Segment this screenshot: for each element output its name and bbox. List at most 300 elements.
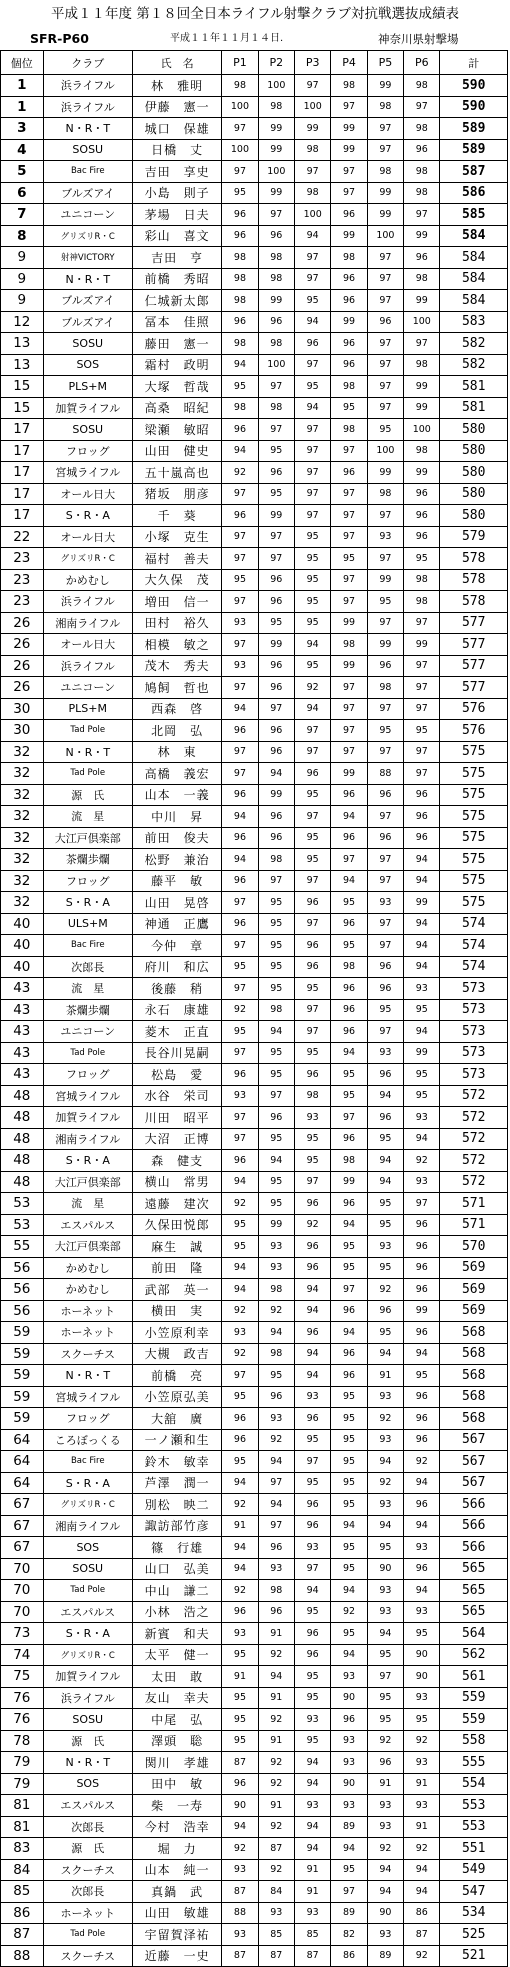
p2-cell: 96 — [258, 827, 294, 849]
p4-cell: 97 — [331, 182, 367, 204]
p6-cell: 92 — [404, 1730, 440, 1752]
p1-cell: 92 — [222, 1580, 258, 1602]
p4-cell: 99 — [331, 225, 367, 247]
p2-cell: 97 — [258, 376, 294, 398]
total-cell: 573 — [440, 978, 508, 1000]
p4-cell: 97 — [331, 698, 367, 720]
p5-cell: 94 — [367, 1623, 403, 1645]
table-row — [1, 1193, 508, 1215]
p4-cell: 93 — [331, 1795, 367, 1817]
total-cell: 584 — [440, 225, 508, 247]
club-cell: SOS — [43, 1773, 132, 1795]
total-cell: 570 — [440, 1236, 508, 1258]
p6-cell: 98 — [404, 354, 440, 376]
p3-cell: 94 — [295, 1279, 331, 1301]
total-cell: 575 — [440, 870, 508, 892]
table-row — [1, 1021, 508, 1043]
name-cell: 大沼 正博 — [132, 1128, 221, 1150]
p2-cell: 96 — [258, 1537, 294, 1559]
p4-cell: 89 — [331, 1816, 367, 1838]
p1-cell: 97 — [222, 763, 258, 785]
p4-cell: 96 — [331, 1193, 367, 1215]
p3-cell: 94 — [295, 698, 331, 720]
p6-cell: 92 — [404, 1150, 440, 1172]
table-row — [1, 483, 508, 505]
total-cell: 589 — [440, 118, 508, 140]
p5-cell: 92 — [367, 1408, 403, 1430]
p1-cell: 97 — [222, 892, 258, 914]
p3-cell: 98 — [295, 182, 331, 204]
p1-cell: 97 — [222, 548, 258, 570]
table-row — [1, 1386, 508, 1408]
p5-cell: 96 — [367, 1752, 403, 1774]
table-row — [1, 1838, 508, 1860]
p3-cell: 96 — [295, 1322, 331, 1344]
name-cell: 前橋 亮 — [132, 1365, 221, 1387]
p6-cell: 94 — [404, 913, 440, 935]
total-cell: 565 — [440, 1580, 508, 1602]
club-cell: 湘南ライフル — [43, 1128, 132, 1150]
p4-cell: 93 — [331, 1730, 367, 1752]
club-cell: 宮城ライフル — [43, 1386, 132, 1408]
name-cell: 新賓 和夫 — [132, 1623, 221, 1645]
p5-cell: 92 — [367, 1730, 403, 1752]
p2-cell: 96 — [258, 677, 294, 699]
p6-cell: 100 — [404, 419, 440, 441]
p4-cell: 96 — [331, 268, 367, 290]
p2-cell: 95 — [258, 1128, 294, 1150]
p1-cell: 92 — [222, 999, 258, 1021]
p4-cell: 95 — [331, 1558, 367, 1580]
p4-cell: 96 — [331, 354, 367, 376]
p3-cell: 95 — [295, 548, 331, 570]
name-cell: 松野 兼治 — [132, 849, 221, 871]
rank-cell: 48 — [1, 1085, 44, 1107]
p6-cell: 96 — [404, 1494, 440, 1516]
total-cell: 553 — [440, 1795, 508, 1817]
total-cell: 584 — [440, 290, 508, 312]
p4-cell: 95 — [331, 1472, 367, 1494]
p5-cell: 96 — [367, 956, 403, 978]
rank-cell: 17 — [1, 505, 44, 527]
p5-cell: 97 — [367, 548, 403, 570]
p3-cell: 97 — [295, 870, 331, 892]
p5-cell: 97 — [367, 1666, 403, 1688]
p6-cell: 91 — [404, 1773, 440, 1795]
p3-cell: 94 — [295, 1816, 331, 1838]
rank-cell: 26 — [1, 677, 44, 699]
p1-cell: 95 — [222, 376, 258, 398]
p4-cell: 94 — [331, 1838, 367, 1860]
p3-cell: 93 — [295, 1795, 331, 1817]
p4-cell: 95 — [331, 1494, 367, 1516]
p6-cell: 96 — [404, 139, 440, 161]
club-cell: スクーチス — [43, 1945, 132, 1967]
name-cell: 増田 信一 — [132, 591, 221, 613]
name-cell: 大舘 廣 — [132, 1408, 221, 1430]
p6-cell: 94 — [404, 1859, 440, 1881]
name-cell: 山田 晃啓 — [132, 892, 221, 914]
p1-cell: 93 — [222, 1924, 258, 1946]
club-cell: 茶爛歩爛 — [43, 849, 132, 871]
p2-cell: 93 — [258, 1257, 294, 1279]
p1-cell: 93 — [222, 1859, 258, 1881]
rank-cell: 43 — [1, 999, 44, 1021]
table-row — [1, 1236, 508, 1258]
p6-cell: 97 — [404, 655, 440, 677]
p1-cell: 95 — [222, 1236, 258, 1258]
total-cell: 571 — [440, 1214, 508, 1236]
p5-cell: 90 — [367, 1558, 403, 1580]
p6-cell: 97 — [404, 698, 440, 720]
p4-cell: 99 — [331, 1171, 367, 1193]
rank-cell: 32 — [1, 870, 44, 892]
p5-cell: 93 — [367, 1816, 403, 1838]
p5-cell: 91 — [367, 1365, 403, 1387]
p1-cell: 96 — [222, 1150, 258, 1172]
table-row — [1, 1580, 508, 1602]
p3-cell: 95 — [295, 1429, 331, 1451]
p3-cell: 97 — [295, 1451, 331, 1473]
p4-cell: 86 — [331, 1945, 367, 1967]
club-cell: 源 氏 — [43, 1730, 132, 1752]
p2-cell: 98 — [258, 849, 294, 871]
rank-cell: 6 — [1, 182, 44, 204]
rank-cell: 9 — [1, 290, 44, 312]
p1-cell: 95 — [222, 182, 258, 204]
p3-cell: 94 — [295, 1343, 331, 1365]
table-row — [1, 655, 508, 677]
p5-cell: 97 — [367, 333, 403, 355]
club-cell: N・R・T — [43, 1752, 132, 1774]
name-cell: 小塚 克生 — [132, 526, 221, 548]
total-cell: 549 — [440, 1859, 508, 1881]
p6-cell: 99 — [404, 634, 440, 656]
table-row — [1, 1795, 508, 1817]
p2-cell: 87 — [258, 1945, 294, 1967]
p6-cell: 94 — [404, 849, 440, 871]
table-row — [1, 784, 508, 806]
rank-cell: 59 — [1, 1386, 44, 1408]
table-row — [1, 311, 508, 333]
name-cell: 神通 正鷹 — [132, 913, 221, 935]
p3-cell: 98 — [295, 139, 331, 161]
p1-cell: 97 — [222, 677, 258, 699]
p6-cell: 92 — [404, 1945, 440, 1967]
rank-cell: 64 — [1, 1451, 44, 1473]
p6-cell: 92 — [404, 1451, 440, 1473]
rank-cell: 48 — [1, 1107, 44, 1129]
p4-cell: 94 — [331, 1644, 367, 1666]
p6-cell: 92 — [404, 1838, 440, 1860]
p6-cell: 95 — [404, 1085, 440, 1107]
table-row — [1, 612, 508, 634]
club-cell: スクーチス — [43, 1859, 132, 1881]
rank-cell: 48 — [1, 1150, 44, 1172]
club-cell: 加賀ライフル — [43, 1107, 132, 1129]
p6-cell: 96 — [404, 1236, 440, 1258]
table-row — [1, 1902, 508, 1924]
p6-cell: 96 — [404, 1386, 440, 1408]
p4-cell: 96 — [331, 978, 367, 1000]
p6-cell: 97 — [404, 741, 440, 763]
p2-cell: 94 — [258, 1494, 294, 1516]
total-cell: 564 — [440, 1623, 508, 1645]
p1-cell: 94 — [222, 354, 258, 376]
total-cell: 577 — [440, 655, 508, 677]
total-cell: 574 — [440, 956, 508, 978]
p1-cell: 97 — [222, 1042, 258, 1064]
table-row — [1, 591, 508, 613]
header-rank: 個位 — [1, 51, 44, 75]
table-row — [1, 96, 508, 118]
name-cell: 府川 和広 — [132, 956, 221, 978]
p3-cell: 96 — [295, 1515, 331, 1537]
rank-cell: 81 — [1, 1795, 44, 1817]
p5-cell: 90 — [367, 1902, 403, 1924]
p5-cell: 95 — [367, 1214, 403, 1236]
rank-cell: 64 — [1, 1472, 44, 1494]
rank-cell: 23 — [1, 569, 44, 591]
p2-cell: 87 — [258, 1838, 294, 1860]
total-cell: 569 — [440, 1257, 508, 1279]
p6-cell: 97 — [404, 333, 440, 355]
p1-cell: 97 — [222, 741, 258, 763]
club-cell: 大江戸倶楽部 — [43, 1171, 132, 1193]
name-cell: 澤頭 聡 — [132, 1730, 221, 1752]
p4-cell: 95 — [331, 548, 367, 570]
p5-cell: 94 — [367, 1085, 403, 1107]
p2-cell: 92 — [258, 1859, 294, 1881]
name-cell: 田村 裕久 — [132, 612, 221, 634]
p3-cell: 94 — [295, 634, 331, 656]
p6-cell: 98 — [404, 268, 440, 290]
club-cell: オール日大 — [43, 634, 132, 656]
club-cell: SOSU — [43, 419, 132, 441]
rank-cell: 40 — [1, 935, 44, 957]
p6-cell: 96 — [404, 806, 440, 828]
total-cell: 577 — [440, 634, 508, 656]
header-name: 氏 名 — [132, 51, 221, 75]
p5-cell: 94 — [367, 1150, 403, 1172]
club-cell: Bac Fire — [43, 161, 132, 183]
name-cell: 永石 康雄 — [132, 999, 221, 1021]
p5-cell: 96 — [367, 655, 403, 677]
p4-cell: 94 — [331, 806, 367, 828]
p1-cell: 96 — [222, 827, 258, 849]
club-cell: ホーネット — [43, 1902, 132, 1924]
rank-cell: 59 — [1, 1365, 44, 1387]
p5-cell: 93 — [367, 1386, 403, 1408]
rank-cell: 78 — [1, 1730, 44, 1752]
p4-cell: 95 — [331, 1064, 367, 1086]
club-cell: N・R・T — [43, 268, 132, 290]
rank-cell: 56 — [1, 1257, 44, 1279]
club-cell: 大江戸倶楽部 — [43, 1236, 132, 1258]
club-cell: ホーネット — [43, 1322, 132, 1344]
rank-cell: 43 — [1, 1064, 44, 1086]
rank-cell: 5 — [1, 161, 44, 183]
p1-cell: 91 — [222, 1666, 258, 1688]
p2-cell: 94 — [258, 1322, 294, 1344]
p2-cell: 100 — [258, 161, 294, 183]
total-cell: 580 — [440, 483, 508, 505]
total-cell: 572 — [440, 1128, 508, 1150]
rank-cell: 79 — [1, 1752, 44, 1774]
p5-cell: 93 — [367, 892, 403, 914]
p6-cell: 97 — [404, 612, 440, 634]
name-cell: 仁城新太郎 — [132, 290, 221, 312]
p1-cell: 97 — [222, 978, 258, 1000]
total-cell: 576 — [440, 720, 508, 742]
total-cell: 581 — [440, 376, 508, 398]
table-row — [1, 1365, 508, 1387]
p6-cell: 97 — [404, 1193, 440, 1215]
total-cell: 580 — [440, 419, 508, 441]
club-cell: S・R・A — [43, 1472, 132, 1494]
rank-cell: 23 — [1, 591, 44, 613]
p5-cell: 97 — [367, 1021, 403, 1043]
p6-cell: 96 — [404, 505, 440, 527]
p5-cell: 98 — [367, 96, 403, 118]
name-cell: 山本 一義 — [132, 784, 221, 806]
p4-cell: 94 — [331, 1042, 367, 1064]
p1-cell: 97 — [222, 526, 258, 548]
p6-cell: 97 — [404, 96, 440, 118]
p1-cell: 96 — [222, 505, 258, 527]
table-row — [1, 376, 508, 398]
p3-cell: 94 — [295, 311, 331, 333]
p6-cell: 99 — [404, 892, 440, 914]
club-cell: SOSU — [43, 1709, 132, 1731]
p3-cell: 95 — [295, 290, 331, 312]
total-cell: 578 — [440, 548, 508, 570]
p3-cell: 99 — [295, 118, 331, 140]
p4-cell: 95 — [331, 892, 367, 914]
p1-cell: 96 — [222, 225, 258, 247]
p5-cell: 97 — [367, 290, 403, 312]
rank-cell: 56 — [1, 1300, 44, 1322]
total-cell: 577 — [440, 677, 508, 699]
total-cell: 573 — [440, 1064, 508, 1086]
p5-cell: 96 — [367, 1300, 403, 1322]
rank-cell: 3 — [1, 118, 44, 140]
table-row — [1, 225, 508, 247]
name-cell: 五十嵐高也 — [132, 462, 221, 484]
p2-cell: 98 — [258, 397, 294, 419]
table-row — [1, 161, 508, 183]
total-cell: 587 — [440, 161, 508, 183]
rank-cell: 1 — [1, 75, 44, 97]
p6-cell: 96 — [404, 827, 440, 849]
p3-cell: 93 — [295, 1386, 331, 1408]
p6-cell: 95 — [404, 1064, 440, 1086]
total-cell: 568 — [440, 1322, 508, 1344]
p2-cell: 93 — [258, 1902, 294, 1924]
total-cell: 576 — [440, 698, 508, 720]
p6-cell: 99 — [404, 225, 440, 247]
club-cell: SOSU — [43, 333, 132, 355]
p1-cell: 94 — [222, 1171, 258, 1193]
p6-cell: 94 — [404, 870, 440, 892]
total-cell: 568 — [440, 1386, 508, 1408]
p3-cell: 92 — [295, 677, 331, 699]
total-cell: 521 — [440, 1945, 508, 1967]
p5-cell: 100 — [367, 225, 403, 247]
p2-cell: 92 — [258, 1816, 294, 1838]
rank-cell: 87 — [1, 1924, 44, 1946]
club-cell: オール日大 — [43, 526, 132, 548]
header-p5: P5 — [367, 51, 403, 75]
p6-cell: 91 — [404, 1816, 440, 1838]
p3-cell: 97 — [295, 720, 331, 742]
p2-cell: 92 — [258, 1773, 294, 1795]
p4-cell: 96 — [331, 204, 367, 226]
p4-cell: 96 — [331, 1300, 367, 1322]
table-row — [1, 741, 508, 763]
p4-cell: 97 — [331, 849, 367, 871]
p1-cell: 95 — [222, 1386, 258, 1408]
p3-cell: 91 — [295, 1881, 331, 1903]
p4-cell: 95 — [331, 1451, 367, 1473]
club-cell: 大江戸倶楽部 — [43, 827, 132, 849]
p6-cell: 96 — [404, 1257, 440, 1279]
name-cell: 小笠原利幸 — [132, 1322, 221, 1344]
p3-cell: 97 — [295, 1171, 331, 1193]
name-cell: 福村 善夫 — [132, 548, 221, 570]
rank-cell: 9 — [1, 247, 44, 269]
total-cell: 575 — [440, 741, 508, 763]
club-cell: フロッグ — [43, 870, 132, 892]
p2-cell: 97 — [258, 1472, 294, 1494]
rank-cell: 12 — [1, 311, 44, 333]
p1-cell: 96 — [222, 870, 258, 892]
table-row — [1, 763, 508, 785]
rank-cell: 23 — [1, 548, 44, 570]
total-cell: 559 — [440, 1687, 508, 1709]
p2-cell: 92 — [258, 1644, 294, 1666]
name-cell: 大久保 茂 — [132, 569, 221, 591]
p2-cell: 93 — [258, 1558, 294, 1580]
p4-cell: 96 — [331, 462, 367, 484]
total-cell: 580 — [440, 505, 508, 527]
table-row — [1, 1515, 508, 1537]
club-cell: グリズリR・C — [43, 225, 132, 247]
p6-cell: 94 — [404, 1580, 440, 1602]
p5-cell: 95 — [367, 999, 403, 1021]
p5-cell: 97 — [367, 806, 403, 828]
rank-cell: 53 — [1, 1214, 44, 1236]
club-cell: フロッグ — [43, 1064, 132, 1086]
p1-cell: 92 — [222, 1343, 258, 1365]
table-row — [1, 354, 508, 376]
p2-cell: 94 — [258, 1666, 294, 1688]
p4-cell: 97 — [331, 440, 367, 462]
p1-cell: 94 — [222, 806, 258, 828]
table-row — [1, 290, 508, 312]
rank-cell: 75 — [1, 1666, 44, 1688]
table-row — [1, 548, 508, 570]
p3-cell: 96 — [295, 956, 331, 978]
total-cell: 559 — [440, 1709, 508, 1731]
p3-cell: 97 — [295, 75, 331, 97]
name-cell: 鳩飼 哲也 — [132, 677, 221, 699]
table-row — [1, 268, 508, 290]
p1-cell: 94 — [222, 698, 258, 720]
p4-cell: 93 — [331, 1752, 367, 1774]
p1-cell: 95 — [222, 1451, 258, 1473]
total-cell: 584 — [440, 247, 508, 269]
